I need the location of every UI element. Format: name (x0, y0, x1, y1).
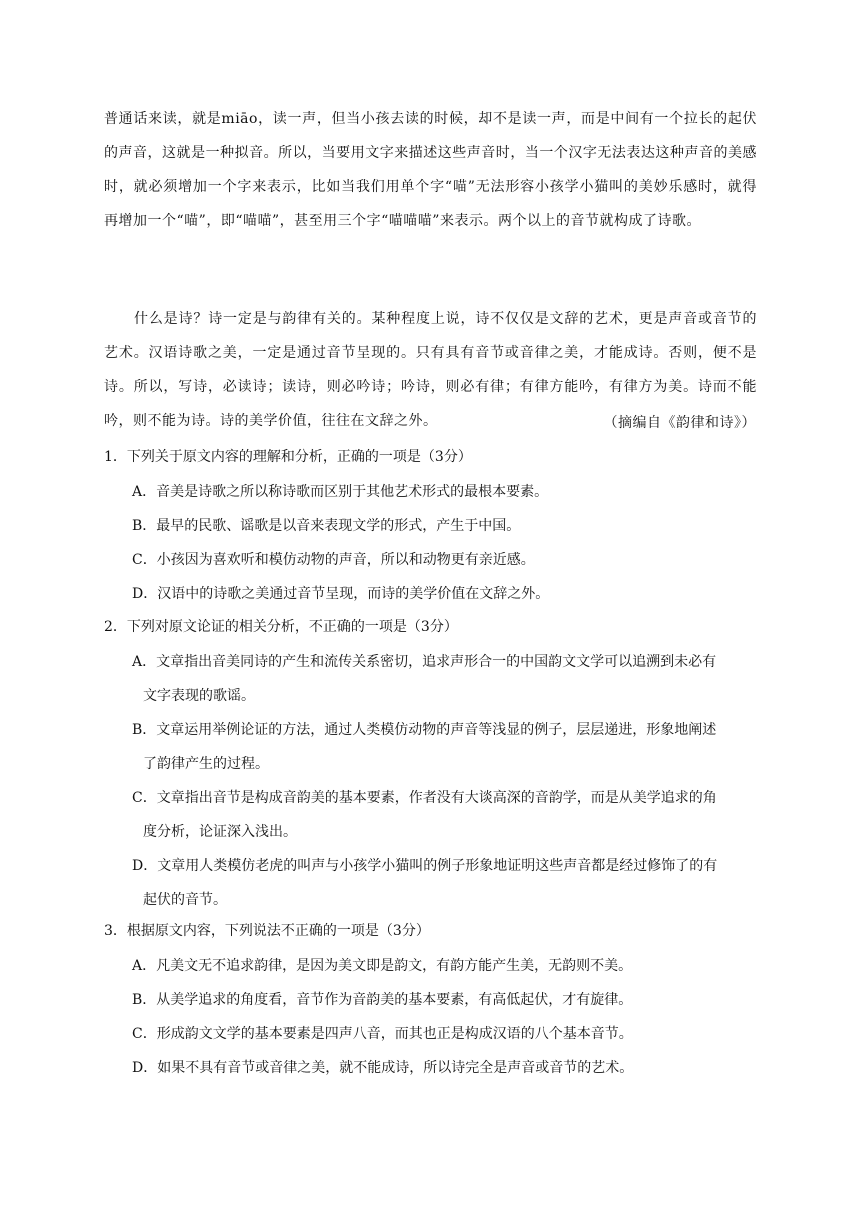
question-3-option-a: A．凡美文无不追求韵律，是因为美文即是韵文，有韵方能产生美，无韵则不美。 (132, 958, 633, 974)
question-2-option-b: B．文章运用举例论证的方法，通过人类模仿动物的声音等浅显的例子，层层递进，形象地阐述 了韵律产生的过程。 (132, 722, 717, 772)
question-2-option-c: C．文章指出音节是构成音韵美的基本要素，作者没有大谈高深的音韵学，而是从美学追求的角 度分析，论证深入浅出。 (132, 790, 717, 840)
question-2-option-d: D．文章用人类模仿老虎的叫声与小孩学小猫叫的例子形象地证明这些声音都是经过修饰了的有 起伏的音节。 (132, 858, 718, 908)
question-2-option-a: A．文章指出音美同诗的产生和流传关系密切，追求声形合一的中国韵文文学可以追溯到未必有 文字表现的歌谣。 (132, 654, 717, 704)
question-1-option-b: B．最早的民歌、谣歌是以音来表现文学的形式，产生于中国。 (132, 518, 521, 534)
question-1-option-d: D．汉语中的诗歌之美通过音节呈现，而诗的美学价值在文辞之外。 (132, 586, 550, 602)
question-2-stem: 2．下列对原文论证的相关分析，不正确的一项是（3分） (104, 619, 458, 635)
question-1-option-a: A．音美是诗歌之所以称诗歌而区别于其他艺术形式的最根本要素。 (132, 484, 549, 500)
question-3-option-c: C．形成韵文文学的基本要素是四声八音，而其也正是构成汉语的八个基本音节。 (132, 1026, 633, 1042)
question-3-stem: 3．根据原文内容，下列说法不正确的一项是（3分） (104, 923, 430, 939)
passage-paragraph-2: 什么是诗？诗一定是与韵律有关的。某种程度上说，诗不仅仅是文辞的艺术，更是声音或音节的艺术。汉语诗歌之美，一定是通过音节呈现的。只有具有音节或音律之美，才能成诗。否则，便不是诗。所以，写诗，必读诗；读诗，则必吟诗；吟诗，则必有律；有律方能吟，有律方为美。诗而不能吟，则不能为诗。诗的美学价值，往往在文辞之外。 (104, 311, 757, 429)
passage-source: （摘编自《韵律和诗》） (603, 415, 756, 431)
passage-paragraph-1: 普通话来读，就是miāo，读一声，但当小孩去读的时候，却不是读一声，而是中间有一个拉长的起伏的声音，这就是一种拟音。所以，当要用文字来描述这些声音时，当一个汉字无法表达这种声音的美感时，就必须增加一个字来表示，比如当我们用单个字“喵”无法形容小孩学小猫叫的美妙乐感时，就得再增加一个“喵”，即“喵喵”，甚至用三个字“喵喵喵”来表示。两个以上的音节就构成了诗歌。 (104, 111, 757, 229)
question-3-option-b: B．从美学追求的角度看，音节作为音韵美的基本要素，有高低起伏，才有旋律。 (132, 992, 633, 1008)
question-1-option-c: C．小孩因为喜欢听和模仿动物的声音，所以和动物更有亲近感。 (132, 552, 535, 568)
question-3-option-d: D．如果不具有音节或音律之美，就不能成诗，所以诗完全是声音或音节的艺术。 (132, 1060, 634, 1076)
question-1-stem: 1．下列关于原文内容的理解和分析，正确的一项是（3分） (104, 449, 472, 465)
